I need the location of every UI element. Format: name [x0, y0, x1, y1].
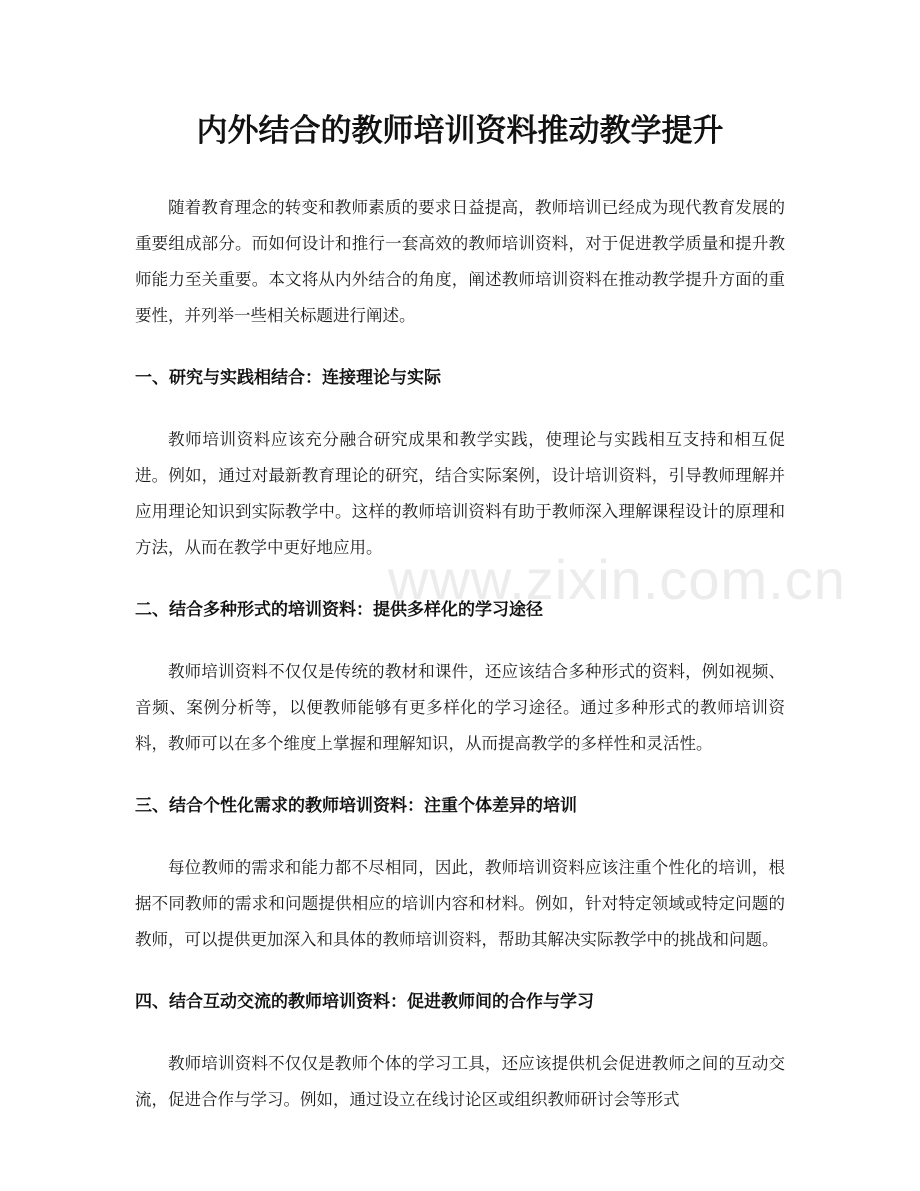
section-heading-4: 四、结合互动交流的教师培训资料：促进教师间的合作与学习	[135, 992, 594, 1012]
section-body-3: 每位教师的需求和能力都不尽相同，因此，教师培训资料应该注重个性化的培训，根据不同教师的需求和问题提供相应的培训内容和材料。例如，针对特定领域或特定问题的教师，可以提供更加深入和具体的教师培训资料，帮助其解决实际教学中的挑战和问题。	[135, 858, 785, 949]
section-heading-3: 三、结合个性化需求的教师培训资料：注重个体差异的培训	[135, 796, 577, 816]
section-body-2: 教师培训资料不仅仅是传统的教材和课件，还应该结合多种形式的资料，例如视频、音频、案例分析等，以便教师能够有更多样化的学习途径。通过多种形式的教师培训资料，教师可以在多个维度上掌握和理解知识，从而提高教学的多样性和灵活性。	[135, 662, 785, 753]
section-heading-2: 二、结合多种形式的培训资料：提供多样化的学习途径	[135, 600, 543, 620]
watermark: www.zixin.com.cn	[388, 548, 846, 611]
document-title: 内外结合的教师培训资料推动教学提升	[196, 113, 724, 149]
intro-paragraph: 随着教育理念的转变和教师素质的要求日益提高，教师培训已经成为现代教育发展的重要组成部分。而如何设计和推行一套高效的教师培训资料，对于促进教学质量和提升教师能力至关重要。本文将从内外结合的角度，阐述教师培训资料在推动教学提升方面的重要性，并列举一些相关标题进行阐述。	[135, 198, 785, 325]
section-body-4: 教师培训资料不仅仅是教师个体的学习工具，还应该提供机会促进教师之间的互动交流，促进合作与学习。例如，通过设立在线讨论区或组织教师研讨会等形式	[135, 1054, 785, 1109]
section-body-1: 教师培训资料应该充分融合研究成果和教学实践，使理论与实践相互支持和相互促进。例如，通过对最新教育理论的研究，结合实际案例，设计培训资料，引导教师理解并应用理论知识到实际教学中。这样的教师培训资料有助于教师深入理解课程设计的原理和方法，从而在教学中更好地应用。	[135, 430, 785, 557]
section-heading-1: 一、研究与实践相结合：连接理论与实际	[135, 368, 441, 388]
